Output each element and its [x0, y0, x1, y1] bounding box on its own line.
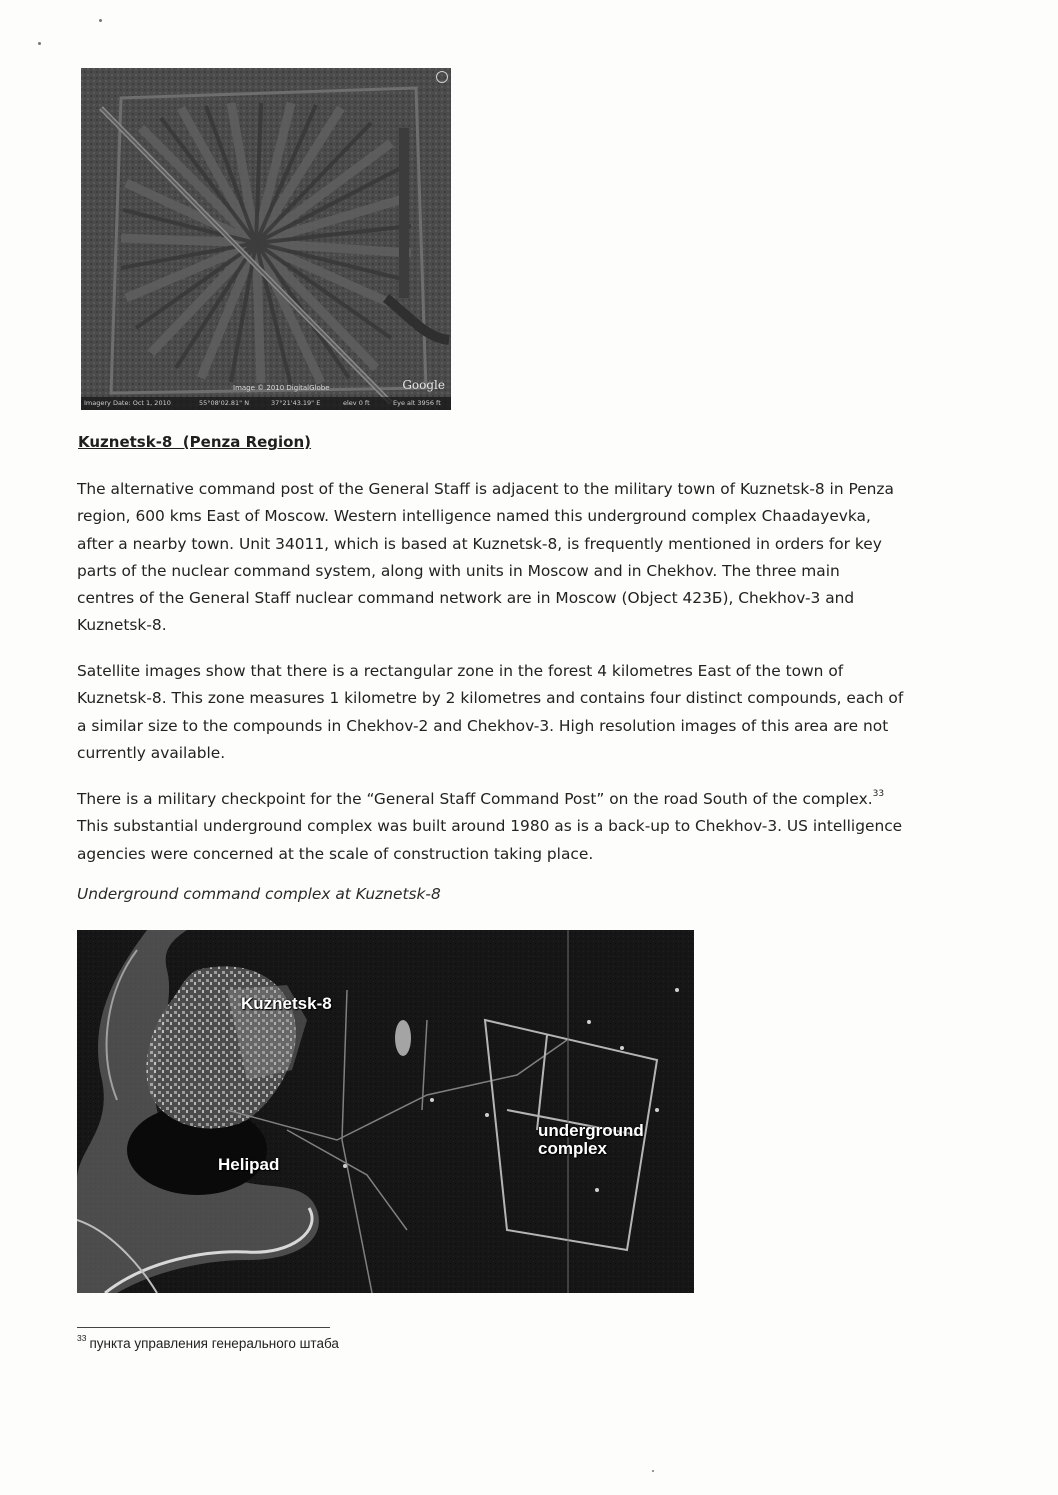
footnote-text: пункта управления генерального штаба: [89, 1336, 339, 1351]
map-label-helipad: Helipad: [218, 1155, 280, 1174]
paragraph-1: [77, 476, 957, 640]
text-line-content: There is a military checkpoint for the “General Staff Command Post” on the road South of the complex.: [77, 790, 873, 808]
scan-speck: [38, 42, 41, 45]
map-label-town: Kuznetsk-8: [241, 994, 332, 1013]
elevation-readout: elev 0 ft: [343, 399, 370, 407]
map-label-line: complex: [538, 1139, 607, 1158]
footnote-number: 33: [77, 1333, 87, 1343]
satellite-terrain-graphic: [81, 68, 451, 410]
paragraph-2: [77, 658, 957, 767]
map-label-complex: [538, 1122, 644, 1158]
text-line: Satellite images show that there is a rectangular zone in the forest 4 kilometres East of the town of: [77, 662, 844, 680]
text-line: agencies were concerned at the scale of construction taking place.: [77, 844, 594, 863]
text-line: a similar size to the compounds in Chekhov-2 and Chekhov-3. High resolution images of this area are not: [77, 716, 889, 735]
footnote: [77, 1333, 339, 1351]
latitude-readout: 55°08'02.81" N: [199, 399, 250, 407]
map-provider-logo: Google: [402, 378, 445, 392]
scan-speck: [99, 19, 102, 22]
text-line: [77, 786, 957, 813]
footnote-reference[interactable]: 33: [872, 789, 885, 799]
satellite-image-top: [81, 68, 451, 410]
footnote-separator: [77, 1327, 330, 1328]
figure-caption: Underground command complex at Kuznetsk-8: [77, 885, 441, 903]
text-line: Kuznetsk-8. This zone measures 1 kilometre by 2 kilometres and contains four distinct compounds, each of: [77, 689, 904, 708]
text-line: after a nearby town. Unit 34011, which is based at Kuznetsk-8, is frequently mentioned in orders for key: [77, 534, 882, 553]
text-line: This substantial underground complex was built around 1980 as is a back-up to Chekhov-3. US intelligence: [77, 817, 903, 836]
text-line: The alternative command post of the General Staff is adjacent to the military town of Kuznetsk-8 in Penza: [77, 480, 894, 498]
image-status-bar: [81, 397, 451, 410]
image-copyright: Image © 2010 DigitalGlobe: [233, 384, 330, 392]
longitude-readout: 37°21'43.19" E: [271, 399, 321, 407]
text-line: parts of the nuclear command system, along with units in Moscow and in Chekhov. The three main: [77, 561, 840, 580]
text-line: region, 600 kms East of Moscow. Western intelligence named this underground complex Chaadayevka,: [77, 507, 871, 526]
text-line: currently available.: [77, 743, 226, 762]
section-heading: Kuznetsk-8 (Penza Region): [78, 433, 312, 451]
text-line: Kuznetsk-8.: [77, 616, 167, 635]
satellite-image-map: [77, 930, 694, 1293]
compass-icon: [436, 71, 448, 83]
satellite-terrain-graphic: [77, 930, 694, 1293]
imagery-date: Imagery Date: Oct 1, 2010: [84, 399, 171, 407]
scan-speck: [652, 1470, 654, 1472]
text-line: centres of the General Staff nuclear command network are in Moscow (Object 423Б), Chekhov-3 and: [77, 589, 855, 608]
map-label-line: underground: [538, 1121, 644, 1140]
eye-altitude-readout: Eye alt 3956 ft: [393, 399, 441, 407]
paragraph-3: [77, 786, 957, 868]
